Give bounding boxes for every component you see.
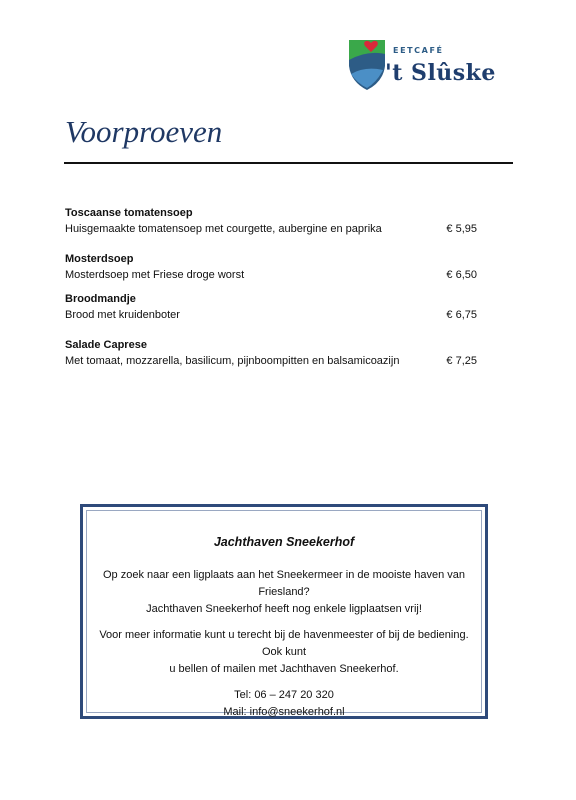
email-address: Mail: info@sneekerhof.nl — [223, 706, 345, 718]
menu-item-name: Broodmandje — [65, 293, 136, 305]
menu-item — [65, 337, 477, 377]
menu-item-price: € 6,75 — [446, 309, 477, 321]
info-line: u bellen of mailen met Jachthaven Sneekerhof. — [169, 663, 399, 675]
logo — [347, 36, 507, 92]
page-title: Voorproeven — [65, 114, 223, 149]
info-paragraph-2 — [87, 627, 481, 678]
menu-item — [65, 291, 477, 337]
info-line: Jachthaven Sneekerhof heeft nog enkele ligplaatsen vrij! — [146, 603, 422, 615]
menu-item-name: Salade Caprese — [65, 339, 147, 351]
contact-details — [87, 687, 481, 721]
menu-item-description: Huisgemaakte tomatensoep met courgette, aubergine en paprika — [65, 223, 382, 235]
menu-item-description: Mosterdsoep met Friese droge worst — [65, 269, 245, 281]
menu-item-price: € 7,25 — [446, 355, 477, 367]
title-divider — [64, 162, 513, 164]
menu-list — [65, 205, 477, 377]
menu-item-price: € 5,95 — [446, 223, 477, 235]
info-line: Voor meer informatie kunt u terecht bij de havenmeester of bij de bediening. Ook kunt — [99, 629, 469, 658]
logo-name: 't Slûske — [385, 60, 496, 86]
menu-item — [65, 251, 477, 291]
menu-item — [65, 205, 477, 251]
logo-subtitle: EETCAFÉ — [393, 46, 444, 55]
menu-item-price: € 6,50 — [446, 269, 477, 281]
phone-number: Tel: 06 – 247 20 320 — [234, 689, 334, 701]
info-box-inner — [86, 510, 482, 718]
menu-item-name: Mosterdsoep — [65, 253, 134, 265]
info-box — [80, 504, 488, 719]
shield-logo-icon — [347, 36, 387, 92]
info-paragraph-1 — [87, 567, 481, 618]
menu-item-description: Met tomaat, mozzarella, basilicum, pijnboompitten en balsamicoazijn — [65, 355, 400, 367]
info-line: Op zoek naar een ligplaats aan het Sneekermeer in de mooiste haven van Friesland? — [102, 569, 465, 598]
menu-item-description: Brood met kruidenboter — [65, 309, 180, 321]
menu-item-name: Toscaanse tomatensoep — [65, 207, 193, 219]
info-box-title: Jachthaven Sneekerhof — [213, 535, 355, 549]
